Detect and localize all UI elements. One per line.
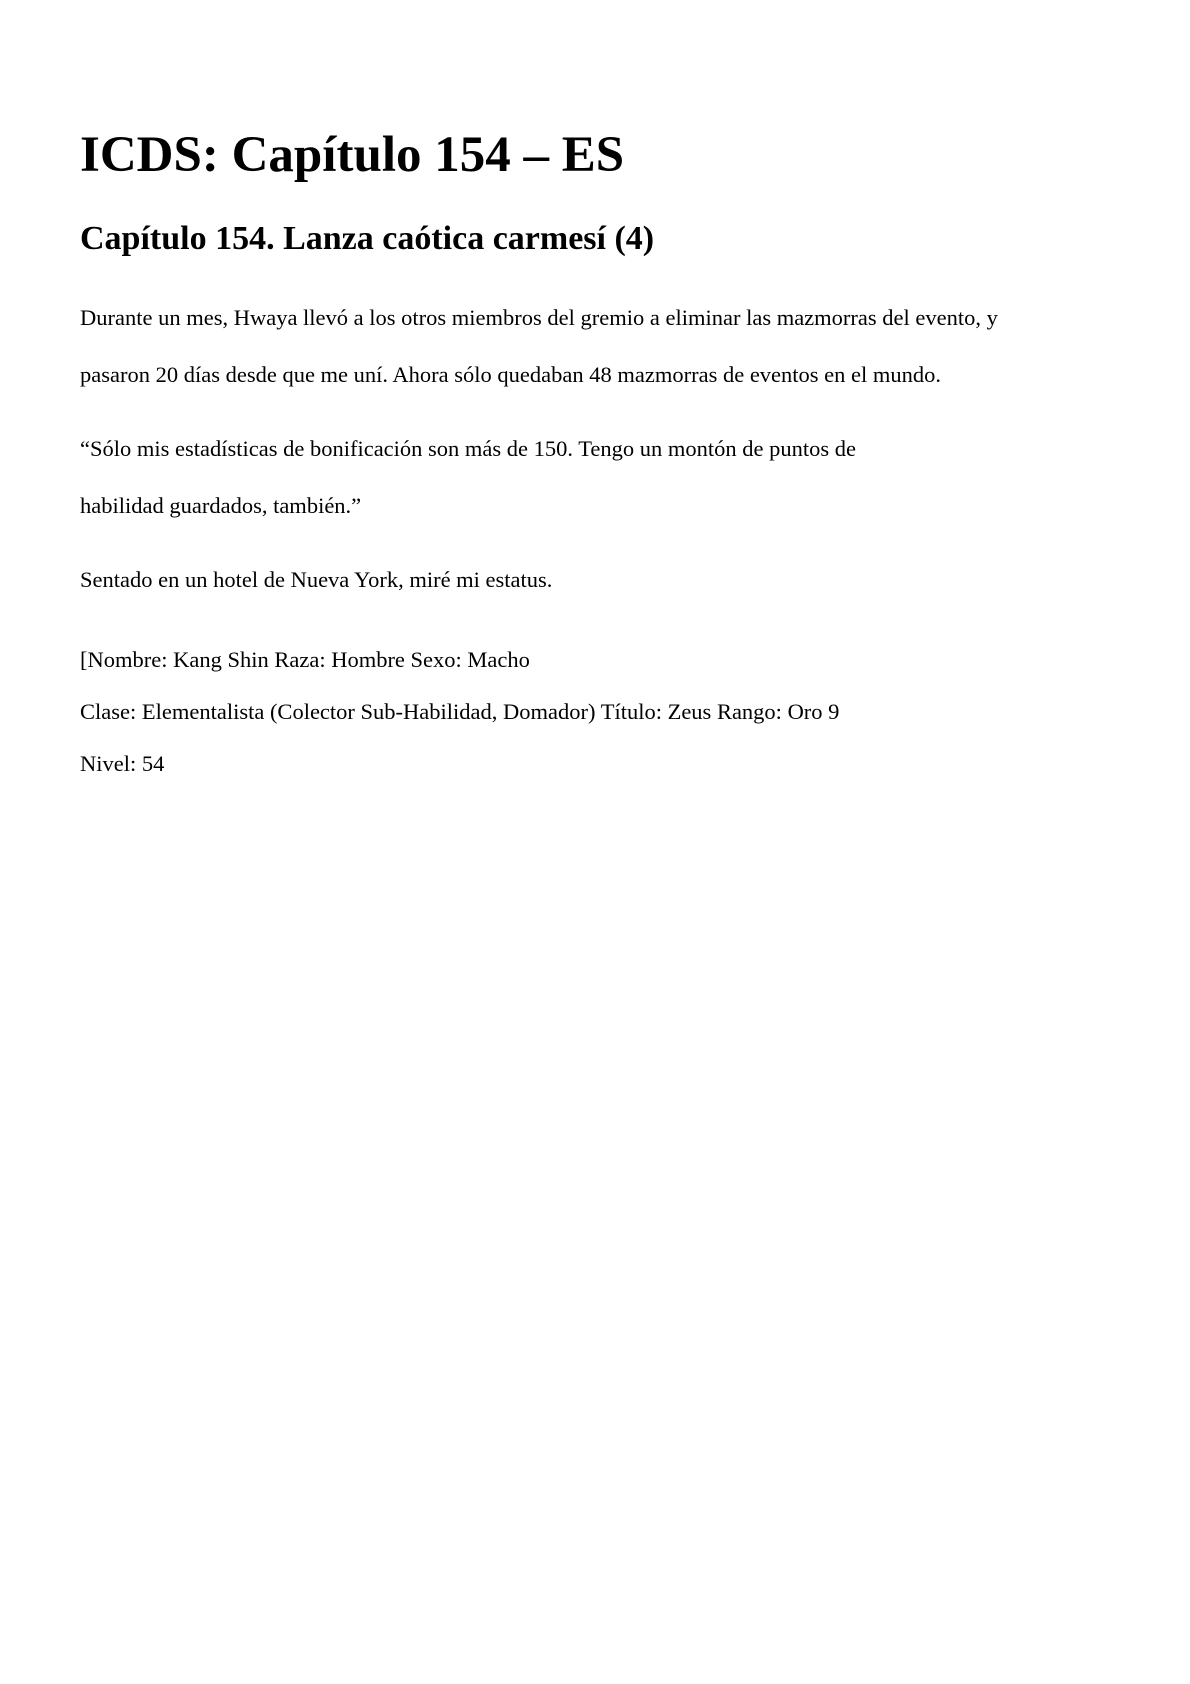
status-line: Clase: Elementalista (Colector Sub-Habilidad, Domador) Título: Zeus Rango: Oro 9 (80, 699, 840, 724)
chapter-heading: Capítulo 154. Lanza caótica carmesí (4) (80, 220, 655, 257)
paragraph-line: habilidad guardados, también.” (80, 493, 362, 518)
document-title: ICDS: Capítulo 154 – ES (80, 127, 625, 183)
paragraph-line: Durante un mes, Hwaya llevó a los otros miembros del gremio a eliminar las mazmorras del evento, y (80, 305, 998, 330)
status-line: [Nombre: Kang Shin Raza: Hombre Sexo: Macho (80, 647, 530, 672)
paragraph-line: “Sólo mis estadísticas de bonificación son más de 150. Tengo un montón de puntos de (80, 436, 857, 461)
paragraph-line: pasaron 20 días desde que me uní. Ahora sólo quedaban 48 mazmorras de eventos en el mundo. (80, 362, 942, 387)
paragraph-line: Sentado en un hotel de Nueva York, miré mi estatus. (80, 567, 553, 592)
status-line: Nivel: 54 (80, 751, 165, 776)
